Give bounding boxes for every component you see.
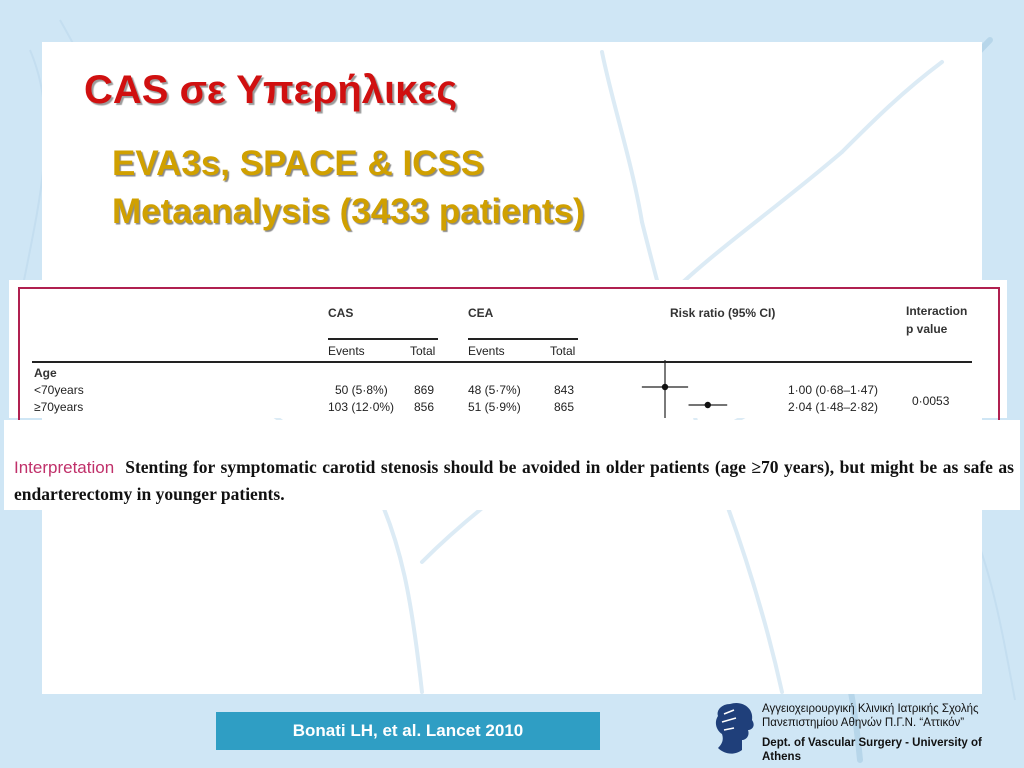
slide-subtitle xyxy=(112,140,812,236)
row-1-cas-total: 869 xyxy=(414,383,435,397)
header-interaction-line2: p value xyxy=(906,322,948,336)
table-header-rule xyxy=(32,361,972,363)
header-cea-events: Events xyxy=(468,344,505,358)
citation-box xyxy=(216,712,600,750)
point-estimate-row-1 xyxy=(662,384,668,390)
header-risk-ratio: Risk ratio (95% CI) xyxy=(670,306,776,320)
university-head-logo-icon xyxy=(712,700,758,758)
forest-plot xyxy=(620,360,780,420)
row-2-cea-total: 865 xyxy=(554,400,575,414)
row-2-cas-events: 103 (12·0%) xyxy=(328,400,395,414)
interpretation-paragraph xyxy=(14,454,1014,507)
row-2-label: ≥70years xyxy=(34,400,84,414)
row-1-rr-text: 1·00 (0·68–1·47) xyxy=(788,383,879,397)
institution-greek-line-1: Αγγειοχειρουργική Κλινική Ιατρικής Σχολής xyxy=(762,703,979,715)
row-1-cas-events: 50 (5·8%) xyxy=(335,383,388,397)
header-cas: CAS xyxy=(328,306,354,320)
header-cea: CEA xyxy=(468,306,494,320)
row-1-cea-events: 48 (5·7%) xyxy=(468,383,521,397)
header-cas-total: Total xyxy=(410,344,436,358)
header-cas-events: Events xyxy=(328,344,365,358)
header-rule-cas xyxy=(328,338,438,340)
institution-english: Dept. of Vascular Surgery - University of Athens xyxy=(762,737,982,763)
institution-greek-line-2: Πανεπιστημίου Αθηνών Π.Γ.Ν. “Αττικόν” xyxy=(762,717,965,729)
row-1-cea-total: 843 xyxy=(554,383,575,397)
header-rule-cea xyxy=(468,338,578,340)
row-2-cea-events: 51 (5·9%) xyxy=(468,400,521,414)
subtitle-line-2: Metaanalysis (3433 patients) xyxy=(112,192,585,231)
slide-title: CAS σε Υπερήλικες xyxy=(84,68,458,112)
interpretation-label: Interpretation xyxy=(14,458,115,477)
group-label-age: Age xyxy=(34,366,57,380)
row-2-cas-total: 856 xyxy=(414,400,435,414)
interaction-p-value: 0·0053 xyxy=(912,394,950,408)
header-interaction-line1: Interaction xyxy=(906,304,968,318)
subtitle-line-1: EVA3s, SPACE & ICSS xyxy=(112,144,485,183)
point-estimate-row-2 xyxy=(705,402,711,408)
row-2-rr-text: 2·04 (1·48–2·82) xyxy=(788,400,879,414)
interpretation-text: Stenting for symptomatic carotid stenosis should be avoided in older patients (age ≥70 years), but might be as safe as endarterectomy in younger patients. xyxy=(14,457,1014,504)
institution-block xyxy=(762,702,1002,764)
citation-text: Bonati LH, et al. Lancet 2010 xyxy=(292,721,524,740)
header-cea-total: Total xyxy=(550,344,576,358)
row-1-label: <70years xyxy=(34,383,84,397)
